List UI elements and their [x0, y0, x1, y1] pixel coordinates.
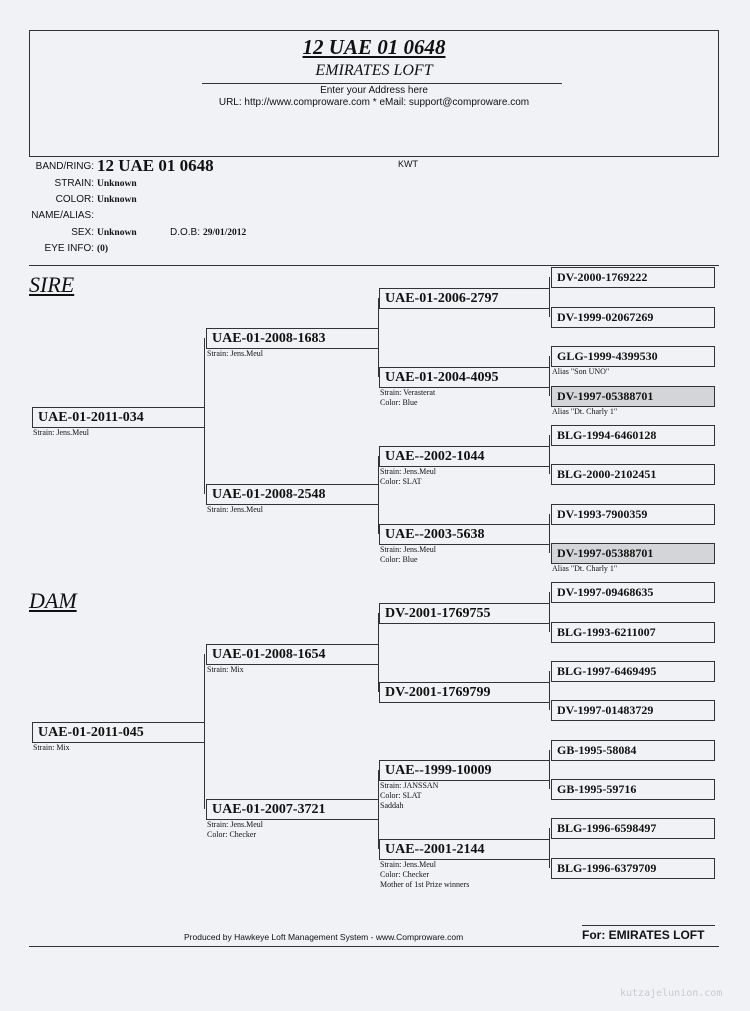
band-label: BAND/RING:	[35, 161, 94, 172]
for-rule	[582, 925, 715, 926]
color-value: Unknown	[97, 195, 137, 205]
pedigree-info-line: Alias "Son UNO"	[552, 367, 610, 376]
connector-line	[378, 613, 379, 692]
pedigree-info-line: Strain: Mix	[33, 743, 70, 752]
connector-line	[549, 356, 550, 396]
pedigree-box-dds-sire: GB-1995-58084	[551, 740, 715, 761]
pedigree-info-line: Strain: Jens.Meul	[207, 349, 263, 358]
connector-line	[549, 435, 550, 474]
connector-line	[549, 514, 550, 553]
pedigree-info-line: Strain: Jens.Meul	[380, 860, 436, 869]
pedigree-info-line: Mother of 1st Prize winners	[380, 880, 470, 889]
dam-title: DAM	[29, 588, 77, 613]
footer-rule	[29, 946, 719, 947]
dob-value: 29/01/2012	[203, 228, 247, 238]
pedigree-box-ssd-dam: DV-1997-05388701	[551, 386, 715, 407]
connector-line	[378, 298, 379, 377]
pedigree-box-ds-sire: DV-2001-1769755	[379, 603, 550, 624]
strain-value: Unknown	[97, 179, 137, 189]
pedigree-box-ddd-sire: BLG-1996-6598497	[551, 818, 715, 839]
pedigree-box-dam-sire: UAE-01-2008-1654	[206, 644, 379, 665]
loft-name: EMIRATES LOFT	[315, 62, 433, 79]
pedigree-info-line: Saddah	[380, 801, 404, 810]
pedigree-box-sire-sire: UAE-01-2008-1683	[206, 328, 379, 349]
pedigree-box-sss-sire: DV-2000-1769222	[551, 267, 715, 288]
connector-line	[549, 750, 550, 789]
pedigree-box-subject-dam: UAE-01-2011-045	[32, 722, 205, 743]
sire-title: SIRE	[29, 272, 75, 297]
connector-line	[549, 828, 550, 868]
pedigree-box-dsd-dam: DV-1997-01483729	[551, 700, 715, 721]
pedigree-box-sd-dam: UAE--2003-5638	[379, 524, 550, 545]
pedigree-info-line: Color: SLAT	[380, 477, 422, 486]
pedigree-box-ddd-dam: BLG-1996-6379709	[551, 858, 715, 879]
sex-label: SEX:	[71, 227, 94, 238]
pedigree-info-line: Color: Blue	[380, 398, 418, 407]
pedigree-info-line: Color: SLAT	[380, 791, 422, 800]
pedigree-box-sdd-dam: DV-1997-05388701	[551, 543, 715, 564]
pedigree-box-subject-sire: UAE-01-2011-034	[32, 407, 205, 428]
pedigree-ring-title: 12 UAE 01 0648	[302, 35, 446, 59]
pedigree-box-sd-sire: UAE--2002-1044	[379, 446, 550, 467]
pedigree-info-line: Strain: Jens.Meul	[380, 545, 436, 554]
pedigree-box-dam-dam: UAE-01-2007-3721	[206, 799, 379, 820]
pedigree-box-dd-dam: UAE--2001-2144	[379, 839, 550, 860]
pedigree-box-ss-dam: UAE-01-2004-4095	[379, 367, 550, 388]
pedigree-info-line: Strain: JANSSAN	[380, 781, 439, 790]
pedigree-box-sdd-sire: DV-1993-7900359	[551, 504, 715, 525]
connector-line	[204, 338, 205, 494]
pedigree-box-ss-sire: UAE-01-2006-2797	[379, 288, 550, 309]
pedigree-box-dd-sire: UAE--1999-10009	[379, 760, 550, 781]
pedigree-info-line: Color: Checker	[380, 870, 430, 879]
strain-label: STRAIN:	[54, 178, 94, 189]
pedigree-box-ssd-sire: GLG-1999-4399530	[551, 346, 715, 367]
pedigree-info-line: Strain: Jens.Meul	[33, 428, 89, 437]
pedigree-info-line: Alias "Dt. Charly 1"	[552, 407, 618, 416]
pedigree-info-line: Alias "Dt. Charly 1"	[552, 564, 618, 573]
pedigree-box-ds-dam: DV-2001-1769799	[379, 682, 550, 703]
produced-by-text: Produced by Hawkeye Loft Management System - www.Comproware.com	[184, 932, 464, 942]
pedigree-info-line: Color: Blue	[380, 555, 418, 564]
connector-line	[378, 770, 379, 849]
band-value: 12 UAE 01 0648	[97, 156, 214, 175]
pedigree-info-line: Strain: Jens.Meul	[207, 505, 263, 514]
connector-line	[204, 654, 205, 809]
pedigree-box-dss-dam: BLG-1993-6211007	[551, 622, 715, 643]
sex-value: Unknown	[97, 228, 137, 238]
dob-label: D.O.B:	[170, 227, 201, 238]
watermark-text: kutzajelunion.com	[620, 988, 723, 999]
eye-info-value: (0)	[97, 244, 109, 254]
pedigree-info-line: Strain: Verasterat	[380, 388, 436, 397]
eye-info-label: EYE INFO:	[44, 243, 94, 254]
for-loft-text: For: EMIRATES LOFT	[582, 928, 705, 942]
connector-line	[549, 277, 550, 317]
pedigree-box-sire-dam: UAE-01-2008-2548	[206, 484, 379, 505]
code-value: KWT	[398, 159, 418, 169]
pedigree-box-dds-dam: GB-1995-59716	[551, 779, 715, 800]
pedigree-box-sds-sire: BLG-1994-6460128	[551, 425, 715, 446]
pedigree-info-line: Strain: Jens.Meul	[207, 820, 263, 829]
connector-line	[378, 456, 379, 534]
connector-line	[549, 592, 550, 632]
url-email-line: URL: http://www.comproware.com * eMail: support@comproware.com	[218, 97, 530, 108]
pedigree-info-line: Color: Checker	[207, 830, 257, 839]
pedigree-box-dss-sire: DV-1997-09468635	[551, 582, 715, 603]
pedigree-box-sds-dam: BLG-2000-2102451	[551, 464, 715, 485]
address-line: Enter your Address here	[320, 85, 428, 96]
pedigree-box-dsd-sire: BLG-1997-6469495	[551, 661, 715, 682]
pedigree-box-sss-dam: DV-1999-02067269	[551, 307, 715, 328]
connector-line	[549, 671, 550, 710]
pedigree-info-line: Strain: Jens.Meul	[380, 467, 436, 476]
color-label: COLOR:	[55, 194, 94, 205]
alias-label: NAME/ALIAS:	[31, 210, 94, 221]
pedigree-info-line: Strain: Mix	[207, 665, 244, 674]
